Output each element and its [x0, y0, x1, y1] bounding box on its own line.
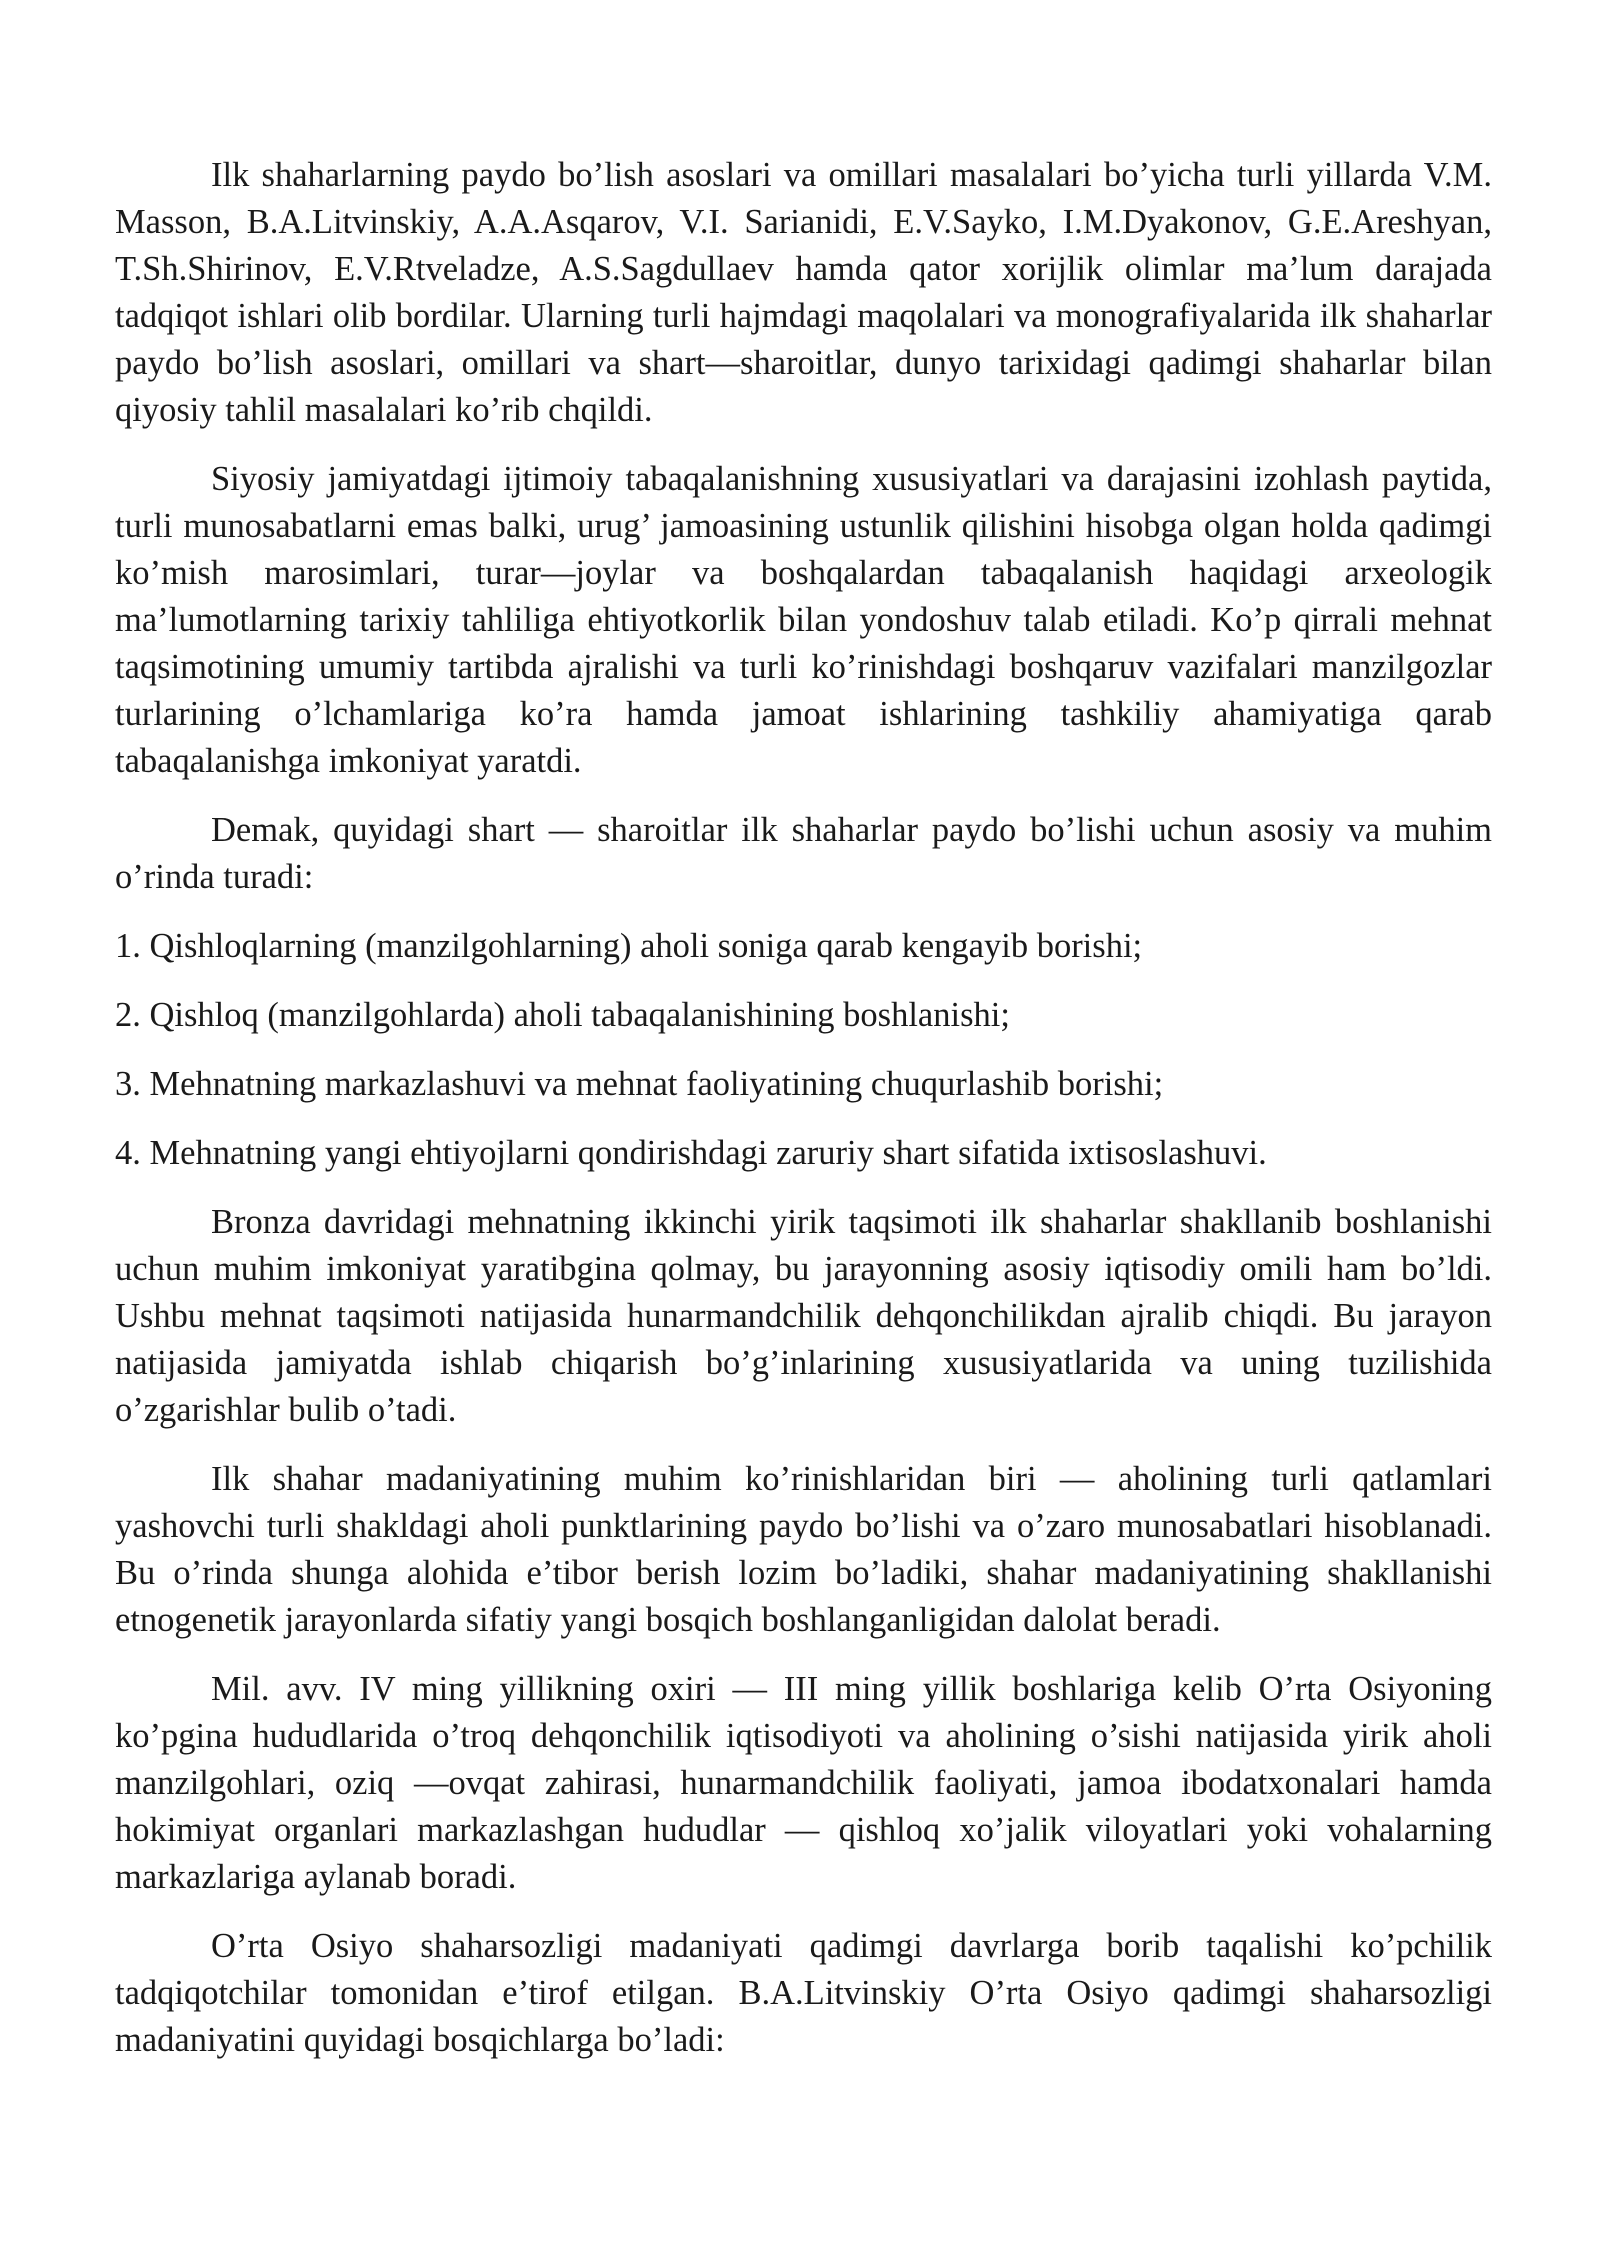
paragraph-fourth-millennium: Mil. avv. IV ming yillikning oxiri — III ming yillik boshlariga kelib O’rta Osiyoning ko’pgina hududlarida o’troq dehqonchilik iqtisodiyoti va aholining o’sishi natijasida yirik aholi manzilgohlari, oziq —ovqat zahirasi, hunarmandchilik faoliyati, jamoa ibodatxonalari hamda hokimiyat organlari markazlashgan hududlar — qishloq xo’jalik viloyatlari yoki vohalarning markazlariga aylanab boradi.: [115, 1670, 1492, 1896]
document-page: [115, 152, 1492, 2086]
paragraph-urban-culture: Ilk shahar madaniyatining muhim ko’rinishlaridan biri — aholining turli qatlamlari yashovchi turli shakldagi aholi punktlarining paydo bo’lishi va o’zaro munosabatlari hisoblanadi. Bu o’rinda shunga alohida e’tibor berish lozim bo’ladiki, shahar madaniyatining shakllanishi etnogenetik jarayonlarda sifatiy yangi bosqich boshlanganligidan dalolat beradi.: [115, 1460, 1492, 1639]
paragraph-social-stratification: Siyosiy jamiyatdagi ijtimoiy tabaqalanishning xususiyatlari va darajasini izohlash paytida, turli munosabatlarni emas balki, urug’ jamoasining ustunlik qilishini hisobga olgan holda qadimgi ko’mish marosimlari, turar—joylar va boshqalardan tabaqalanish haqidagi arxeologik ma’lumotlarning tarixiy tahliliga ehtiyotkorlik bilan yondoshuv talab etiladi. Ko’p qirrali mehnat taqsimotining umumiy tartibda ajralishi va turli ko’rinishdagi boshqaruv vazifalari manzilgozlar turlarining o’lchamlariga ko’ra hamda jamoat ishlarining tashkiliy ahamiyatiga qarab tabaqalanishga imkoniyat yaratdi.: [115, 460, 1492, 780]
conditions-list: [115, 923, 1492, 1177]
paragraph-bronze-age: Bronza davridagi mehnatning ikkinchi yirik taqsimoti ilk shaharlar shakllanib boshlanishi uchun muhim imkoniyat yaratibgina qolmay, bu jarayonning asosiy iqtisodiy omili ham bo’ldi. Ushbu mehnat taqsimoti natijasida hunarmandchilik dehqonchilikdan ajralib chiqdi. Bu jarayon natijasida jamiyatda ishlab chiqarish bo’g’inlarining xususiyatlarida va uning tuzilishida o’zgarishlar bulib o’tadi.: [115, 1203, 1492, 1429]
list-item: 2. Qishloq (manzilgohlarda) aholi tabaqalanishining boshlanishi;: [115, 996, 1010, 1034]
paragraph-urban-planning: O’rta Osiyo shaharsozligi madaniyati qadimgi davrlarga borib taqalishi ko’pchilik tadqiqotchilar tomonidan e’tirof etilgan. B.A.Litvinskiy O’rta Osiyo qadimgi shaharsozligi madaniyatini quyidagi bosqichlarga bo’ladi:: [115, 1927, 1492, 2059]
paragraph-conditions-intro: Demak, quyidagi shart — sharoitlar ilk shaharlar paydo bo’lishi uchun asosiy va muhim o’rinda turadi:: [115, 811, 1492, 896]
list-item: 3. Mehnatning markazlashuvi va mehnat faoliyatining chuqurlashib borishi;: [115, 1065, 1164, 1103]
paragraph-research-history: Ilk shaharlarning paydo bo’lish asoslari va omillari masalalari bo’yicha turli yillarda V.M. Masson, B.A.Litvinskiy, A.A.Asqarov, V.I. Sarianidi, E.V.Sayko, I.M.Dyakonov, G.E.Areshyan, T.Sh.Shirinov, E.V.Rtveladze, A.S.Sagdullaev hamda qator xorijlik olimlar ma’lum darajada tadqiqot ishlari olib bordilar. Ularning turli hajmdagi maqolalari va monografiyalarida ilk shaharlar paydo bo’lish asoslari, omillari va shart—sharoitlar, dunyo tarixidagi qadimgi shaharlar bilan qiyosiy tahlil masalalari ko’rib chqildi.: [115, 156, 1492, 429]
list-item: 4. Mehnatning yangi ehtiyojlarni qondirishdagi zaruriy shart sifatida ixtisoslashuvi.: [115, 1134, 1267, 1172]
list-item: 1. Qishloqlarning (manzilgohlarning) aholi soniga qarab kengayib borishi;: [115, 927, 1143, 965]
